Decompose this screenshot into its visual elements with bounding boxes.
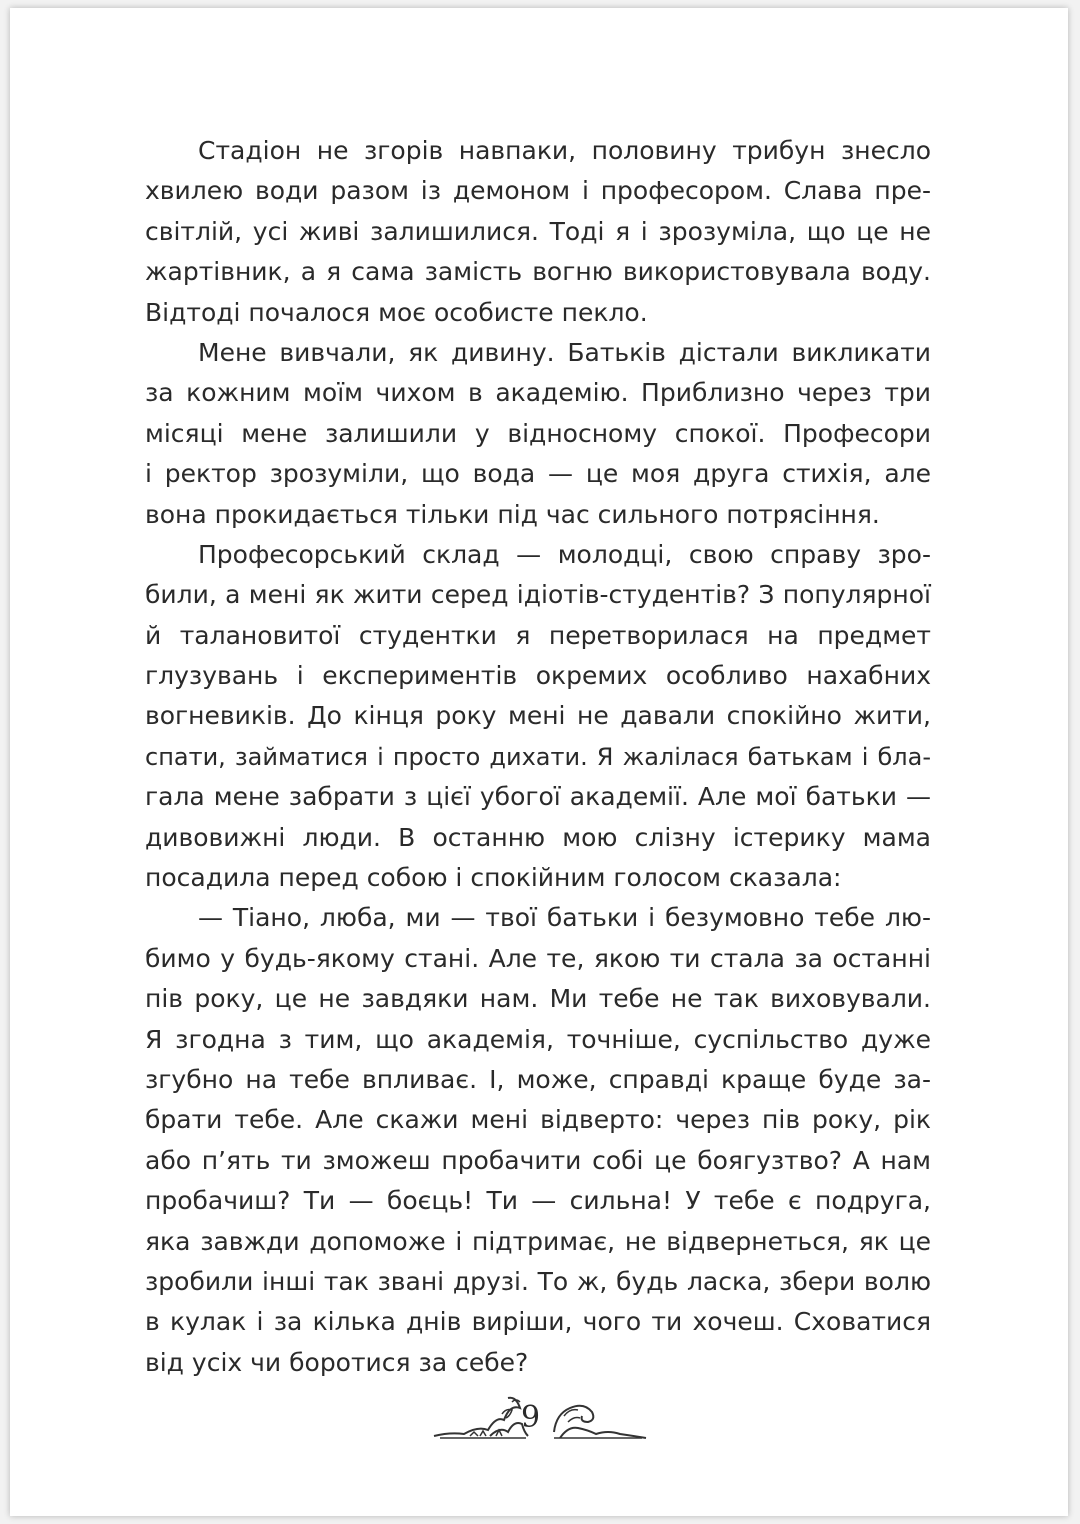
book-page — [10, 8, 1068, 1516]
text-line: гала мене забрати з цієї убогої академії. Але мої батьки — — [145, 782, 931, 812]
text-line: пробачиш? Ти — боєць! Ти — сильна! У тебе є подруга, — [145, 1186, 931, 1216]
text-line: Мене вивчали, як дивину. Батьків дістали викликати — [198, 337, 931, 367]
text-line: пів року, це не завдяки нам. Ми тебе не так виховували. — [145, 984, 931, 1014]
text-line: згубно на тебе впливає. І, може, справді краще буде за- — [145, 1064, 931, 1094]
text-line: за кожним моїм чихом в академію. Приблизно через три — [145, 378, 931, 408]
text-line: бимо у будь-якому стані. Але те, якою ти стала за останні — [145, 943, 931, 973]
text-line: спати, займатися і просто дихати. Я жалілася батькам і бла- — [145, 742, 931, 771]
text-line: Відтоді почалося моє особисте пекло. — [145, 297, 648, 327]
text-line: світлій, усі живі залишилися. Тоді я і зрозуміла, що це не — [145, 216, 931, 246]
text-line: брати тебе. Але скажи мені відверто: через пів року, рік — [145, 1105, 931, 1135]
text-line: і ректор зрозуміли, що вода — це моя друга стихія, але — [145, 459, 931, 489]
text-line: Професорський склад — молодці, свою справу зро- — [198, 539, 931, 569]
wave-ornament-right-icon — [550, 1386, 650, 1446]
text-line: в кулак і за кілька днів виріши, чого ти хочеш. Сховатися — [145, 1307, 931, 1337]
text-line: посадила перед собою і спокійним голосом сказала: — [145, 863, 842, 893]
page-number: 9 — [521, 1400, 541, 1435]
text-line: яка завжди допоможе і підтримає, не відвернеться, як це — [145, 1226, 931, 1256]
text-line: дивовижні люди. В останню мою слізну істерику мама — [145, 822, 931, 852]
text-line: або п’ять ти зможеш пробачити собі це боягузтво? А нам — [145, 1145, 931, 1175]
text-line: вогневиків. До кінця року мені не давали спокійно жити, — [145, 701, 931, 731]
text-line: жартівник, а я сама замість вогню використовувала воду. — [145, 257, 931, 287]
text-line: били, а мені як жити серед ідіотів-студентів? З популярної — [145, 580, 931, 610]
text-line: глузувань і експериментів окремих особливо нахабних — [145, 661, 931, 691]
page-footer — [10, 1386, 1068, 1456]
text-line: — Тіано, люба, ми — твої батьки і безумовно тебе лю- — [198, 903, 931, 933]
text-line: Я згодна з тим, що академія, точніше, суспільство дуже — [145, 1024, 931, 1054]
wave-ornament-left-icon — [430, 1386, 530, 1446]
text-line: вона прокидається тільки під час сильного потрясіння. — [145, 499, 880, 529]
text-line: Стадіон не згорів навпаки, половину трибун знесло — [198, 136, 931, 165]
text-line: й талановитої студентки я перетворилася на предмет — [145, 620, 931, 650]
text-line: місяці мене залишили у відносному спокої. Професори — [145, 418, 931, 448]
text-line: хвилею води разом із демоном і професором. Слава пре- — [145, 176, 931, 206]
text-line: від усіх чи боротися за себе? — [145, 1347, 529, 1377]
page-body-text — [145, 131, 931, 1383]
text-line: зробили інші так звані друзі. То ж, будь ласка, збери волю — [145, 1266, 931, 1296]
